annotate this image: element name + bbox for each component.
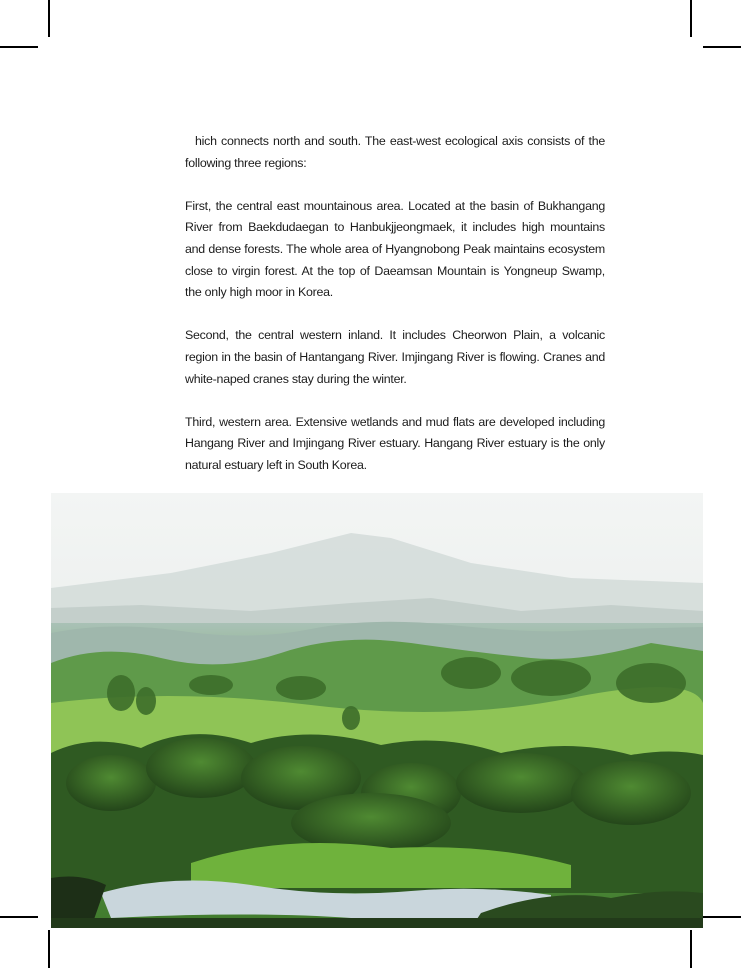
crop-mark-bottom-left-horizontal <box>0 916 38 918</box>
crop-mark-bottom-right-vertical <box>690 930 692 968</box>
paragraph-central-west: Second, the central western inland. It includes Cheorwon Plain, a volcanic region in the basin of Hantangang River. Imjingang River is flowing. Cranes and white-naped cranes stay during the winter. <box>185 328 605 386</box>
paragraph-central-east: First, the central east mountainous area. Located at the basin of Bukhangang River from Baekdudaegan to Hanbukjjeongmaek, it includes high mountains and dense forests. The whole area of Hyangnobong Peak maintains ecosystem close to virgin forest. At the top of Daeamsan Mountain is Yongneup Swamp, the only high moor in Korea. <box>185 198 605 300</box>
landscape-photo <box>51 493 703 928</box>
crop-mark-top-right-vertical <box>690 0 692 37</box>
crop-mark-top-right-horizontal <box>703 46 741 48</box>
crop-mark-top-left-vertical <box>48 0 50 37</box>
article-text <box>185 131 605 498</box>
bottom-edge <box>51 918 703 928</box>
paragraph-western: Third, western area. Extensive wetlands and mud flats are developed including Hangang River and Imjingang River estuary. Hangang River estuary is the only natural estuary left in South Korea. <box>185 414 605 472</box>
crop-mark-top-left-horizontal <box>0 46 38 48</box>
crop-mark-bottom-left-vertical <box>48 930 50 968</box>
paragraph-intro: hich connects north and south. The east-west ecological axis consists of the following three regions: <box>185 134 605 170</box>
crop-mark-bottom-right-horizontal <box>703 916 741 918</box>
landscape-illustration <box>51 493 703 928</box>
